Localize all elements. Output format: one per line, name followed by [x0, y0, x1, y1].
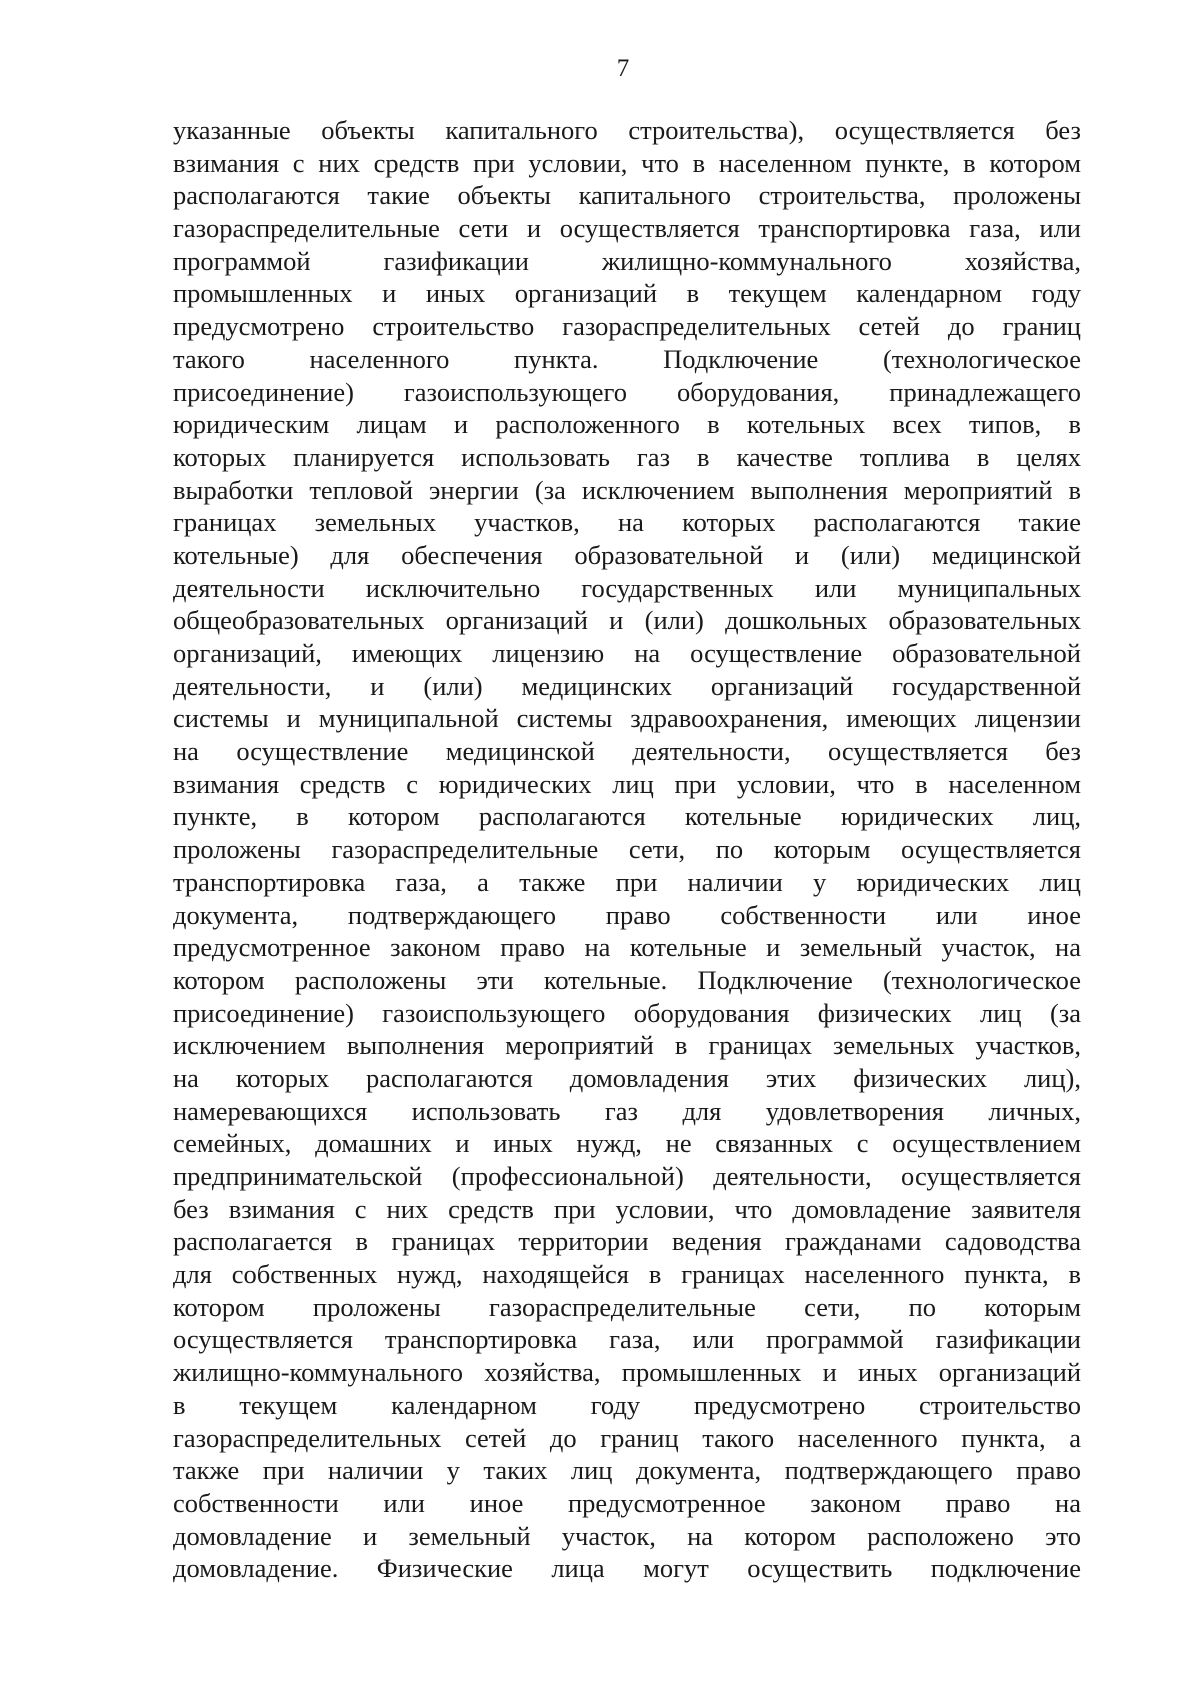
text-line: предусмотренное законом право на котельные и земельный участок, на	[173, 932, 1081, 963]
text-line: предпринимательской (профессиональной) деятельности, осуществляется	[173, 1161, 1081, 1191]
text-line: котором проложены газораспределительные сети, по которым	[173, 1291, 1081, 1322]
text-line: системы и муниципальной системы здравоохранения, имеющих лицензии	[173, 703, 1081, 734]
text-line: жилищно-коммунального хозяйства, промышленных и иных организаций	[173, 1357, 1081, 1388]
text-line: которых планируется использовать газ в качестве топлива в целях	[173, 441, 1081, 472]
text-line: семейных, домашних и иных нужд, не связанных с осуществлением	[173, 1128, 1081, 1159]
text-line: присоединение) газоиспользующего оборудования физических лиц (за	[173, 997, 1081, 1028]
text-line: собственности или иное предусмотренное законом право на	[173, 1487, 1081, 1518]
text-line: указанные объекты капитального строительства), осуществляется без	[173, 115, 1081, 145]
text-line: котельные) для обеспечения образовательной и (или) медицинской	[173, 539, 1081, 570]
text-line: намеревающихся использовать газ для удовлетворения личных,	[173, 1095, 1081, 1126]
text-line: деятельности, и (или) медицинских организаций государственной	[173, 670, 1081, 701]
text-line: такого населенного пункта. Подключение (технологическое	[173, 343, 1081, 374]
text-line: осуществляется транспортировка газа, или программой газификации	[173, 1324, 1081, 1355]
text-line: газораспределительных сетей до границ такого населенного пункта, а	[173, 1422, 1081, 1453]
text-line: деятельности исключительно государственных или муниципальных	[173, 572, 1081, 603]
text-line: на которых располагаются домовладения этих физических лиц),	[173, 1062, 1081, 1093]
text-line: взимания средств с юридических лиц при условии, что в населенном	[173, 768, 1081, 799]
text-line: взимания с них средств при условии, что в населенном пункте, в котором	[173, 147, 1081, 178]
body-text	[173, 114, 1081, 1585]
text-line: на осуществление медицинской деятельности, осуществляется без	[173, 736, 1081, 767]
text-line: располагается в границах территории ведения гражданами садоводства	[173, 1226, 1081, 1257]
text-line: исключением выполнения мероприятий в границах земельных участков,	[173, 1030, 1081, 1061]
text-line: также при наличии у таких лиц документа, подтверждающего право	[173, 1455, 1081, 1486]
text-line: котором расположены эти котельные. Подключение (технологическое	[173, 964, 1081, 995]
text-line: границах земельных участков, на которых располагаются такие	[173, 507, 1081, 538]
text-line: документа, подтверждающего право собственности или иное	[173, 899, 1081, 930]
text-line: транспортировка газа, а также при наличии у юридических лиц	[173, 866, 1081, 897]
text-line: организаций, имеющих лицензию на осуществление образовательной	[173, 638, 1081, 668]
text-line: присоединение) газоиспользующего оборудования, принадлежащего	[173, 376, 1081, 407]
text-line: без взимания с них средств при условии, что домовладение заявителя	[173, 1193, 1081, 1224]
text-line: пункте, в котором располагаются котельные юридических лиц,	[173, 801, 1081, 832]
text-line: программой газификации жилищно-коммунального хозяйства,	[173, 245, 1081, 276]
text-line: проложены газораспределительные сети, по которым осуществляется	[173, 834, 1081, 865]
text-line: располагаются такие объекты капитального строительства, проложены	[173, 180, 1081, 211]
text-line: общеобразовательных организаций и (или) дошкольных образовательных	[173, 605, 1081, 636]
text-line: для собственных нужд, находящейся в границах населенного пункта, в	[173, 1259, 1081, 1290]
text-line: газораспределительные сети и осуществляется транспортировка газа, или	[173, 213, 1081, 244]
text-line: домовладение и земельный участок, на котором расположено это	[173, 1520, 1081, 1551]
text-line: промышленных и иных организаций в текущем календарном году	[173, 278, 1081, 309]
text-line: предусмотрено строительство газораспределительных сетей до границ	[173, 311, 1081, 342]
text-line: выработки тепловой энергии (за исключением выполнения мероприятий в	[173, 474, 1081, 505]
text-line: в текущем календарном году предусмотрено строительство	[173, 1389, 1081, 1420]
text-line: домовладение. Физические лица могут осуществить подключение	[173, 1553, 1081, 1584]
page-number: 7	[616, 55, 630, 82]
text-line: юридическим лицам и расположенного в котельных всех типов, в	[173, 409, 1081, 440]
